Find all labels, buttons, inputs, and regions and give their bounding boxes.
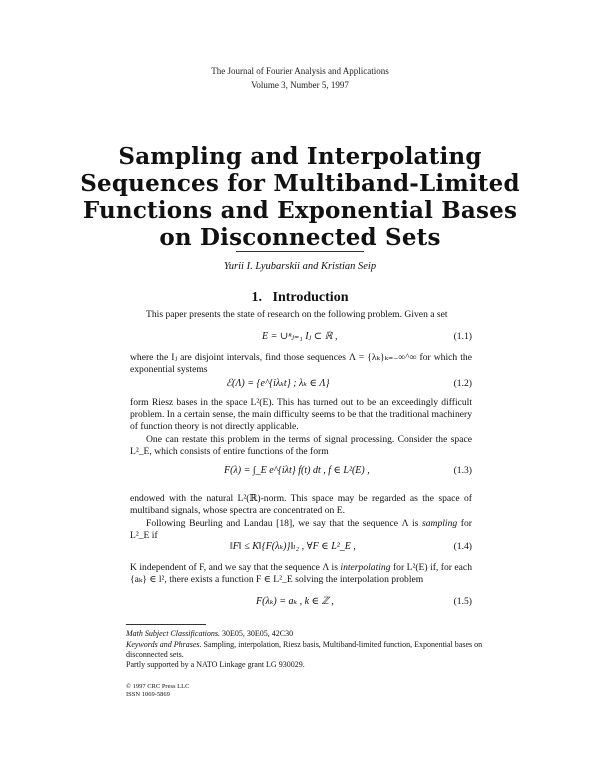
footnote-divider <box>126 624 206 625</box>
equation-number-1-4: (1.4) <box>453 541 472 552</box>
equation-1-2: ℰ(Λ) = {e^{iλₖt} ; λₖ ∈ Λ} <box>226 378 330 389</box>
journal-volume: Volume 3, Number 5, 1997 <box>251 80 349 90</box>
section-title: Introduction <box>272 290 349 305</box>
paragraph-6-text-b: for L²_E if <box>130 518 472 541</box>
footnote-msc <box>126 629 492 639</box>
section-heading <box>0 290 600 306</box>
journal-name: The Journal of Fourier Analysis and Applications <box>211 66 389 76</box>
keywords-label: Keywords and Phrases. <box>126 640 202 649</box>
msc-codes: 30E05, 30E05, 42C30 <box>220 629 294 638</box>
issn: ISSN 1069-5869 <box>126 691 170 698</box>
paragraph-5: endowed with the natural L²(ℝ)-norm. This space may be regarded as the space of multiband signals, whose spectra are concentrated on E. <box>130 493 472 516</box>
sampling-term: sampling <box>421 518 458 529</box>
footnote-support: Partly supported by a NATO Linkage grant LG 930029. <box>126 660 305 669</box>
paragraph-4: One can restate this problem in the terms of signal processing. Consider the space L²_E, which consists of entire functions of the form <box>130 434 472 457</box>
keywords-text: Sampling, interpolation, Riesz basis, Multiband-limited function, Exponential bases on disconnected sets. <box>126 640 483 659</box>
paragraph-2: where the Iⱼ are disjoint intervals, find those sequences Λ = {λₖ}ₖ₌₋∞^∞ for which the exponential systems <box>130 352 472 375</box>
equation-number-1-3: (1.3) <box>453 465 472 476</box>
equation-1-5: F(λₖ) = aₖ , k ∈ ℤ , <box>256 596 334 607</box>
paragraph-7-text-b: for L²(E) if, for each {aₖ} ∈ l², there exists a function F ∈ L²_E solving the interpolation problem <box>130 562 472 585</box>
section-number: 1. <box>251 290 262 305</box>
authors: Yurii I. Lyubarskii and Kristian Seip <box>223 261 377 272</box>
paragraph-3: form Riesz bases in the space L²(E). This has turned out to be an exceedingly difficult problem. In a certain sense, the main difficulty seems to be that the traditional machinery of function theory is not directly applicable. <box>130 397 472 432</box>
paragraph-7-text-a: K independent of F, and we say that the sequence Λ is <box>130 562 341 573</box>
equation-number-1-5: (1.5) <box>453 596 472 607</box>
title-divider <box>236 251 364 252</box>
equation-1-1: E = ∪ⁿⱼ₌₁ Iⱼ ⊂ ℝ , <box>262 331 338 342</box>
paragraph-1: This paper presents the state of research on the following problem. Given a set <box>146 309 448 320</box>
msc-label: Math Subject Classifications. <box>126 629 220 638</box>
equation-1-3: F(λ) = ∫_E e^{iλt} f(t) dt , f ∈ L²(E) , <box>224 465 370 476</box>
title-line-2: Sequences for Multiband-Limited <box>80 170 520 197</box>
equation-number-1-2: (1.2) <box>453 378 472 389</box>
paragraph-6-text-a: Following Beurling and Landau [18], we say that the sequence Λ is <box>146 518 422 529</box>
copyright: © 1997 CRC Press LLC <box>126 683 190 690</box>
title-line-3: Functions and Exponential Bases <box>82 197 518 224</box>
title-line-1: Sampling and Interpolating <box>118 143 482 170</box>
equation-1-4: ‖F‖ ≤ K‖{F(λₖ)}‖ₗ₂ , ∀F ∈ L²_E , <box>230 541 356 552</box>
title-line-4: on Disconnected Sets <box>159 224 441 251</box>
paragraph-6 <box>130 518 472 542</box>
interpolating-term: interpolating <box>340 562 391 573</box>
equation-number-1-1: (1.1) <box>453 331 472 342</box>
paragraph-7 <box>130 562 472 586</box>
footnote-keywords <box>126 640 492 660</box>
